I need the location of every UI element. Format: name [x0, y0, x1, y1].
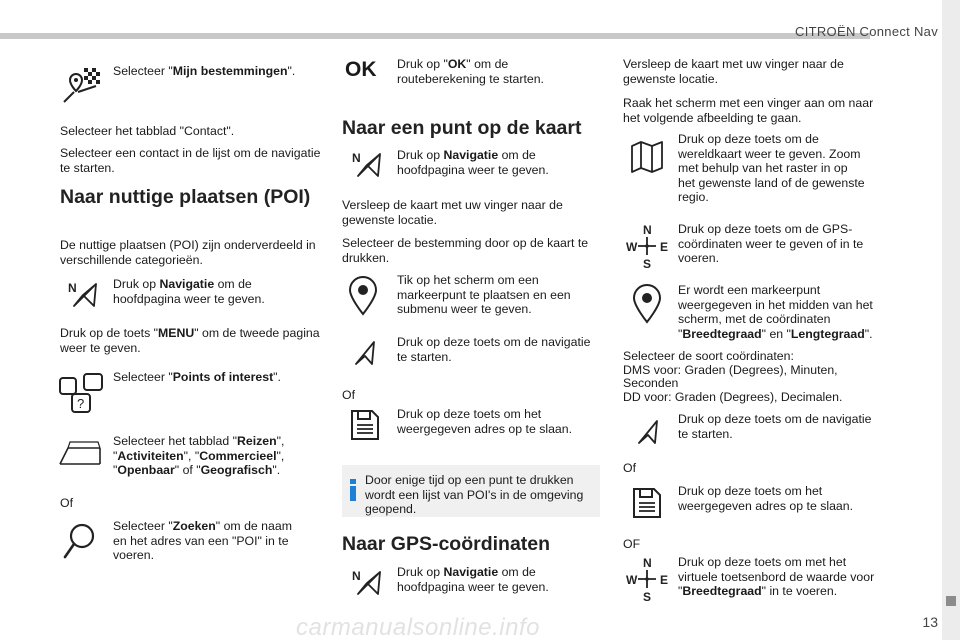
- compass-w: W: [626, 573, 638, 587]
- gps-compass-icon: [625, 555, 671, 603]
- or-label-2: Of: [342, 388, 355, 402]
- location-pin-icon: [348, 276, 378, 316]
- paragraph-menu: Druk op de toets "MENU" om de tweede pagina weer te geven.: [60, 326, 320, 355]
- info-icon: [349, 479, 357, 501]
- step-navigation-2: Druk op Navigatie om de hoofdpagina weer te geven.: [397, 148, 549, 177]
- heading-poi: Naar nuttige plaatsen (POI): [60, 186, 311, 208]
- step-start-navigation-2: Druk op deze toets om de navigatie te starten.: [678, 412, 872, 441]
- paragraph-select-destination: Selecteer de bestemming door op de kaart te drukken.: [342, 236, 589, 265]
- step-virtual-keyboard: Druk op deze toets om met het virtuele toetsenbord de waarde voor "Breedtegraad" in te voeren.: [678, 555, 875, 598]
- compass-s: S: [643, 590, 652, 603]
- or-label-1: Of: [60, 496, 73, 510]
- side-tab-marker: [946, 596, 956, 606]
- step-navigation-3: Druk op Navigatie om de hoofdpagina weer te geven.: [397, 565, 549, 594]
- svg-text:N: N: [352, 151, 361, 165]
- navigate-arrow-icon: [635, 419, 661, 445]
- page-header-title: CITROËN Connect Nav: [795, 24, 938, 39]
- svg-text:?: ?: [77, 396, 85, 411]
- step-ok: Druk op "OK" om de routeberekening te starten.: [397, 57, 544, 86]
- svg-text:N: N: [68, 281, 77, 295]
- compass-w: W: [626, 240, 638, 254]
- location-pin-icon: [632, 284, 662, 324]
- step-my-destinations: Selecteer "Mijn bestemmingen".: [113, 64, 296, 78]
- step-marker-displayed: Er wordt een markeerpunt weergegeven in het midden van het scherm, met de coördinaten "Breedtegraad" en "Lengtegraad".: [678, 283, 873, 341]
- compass-n: N: [643, 223, 652, 237]
- step-save-address-1: Druk op deze toets om het weergegeven adres op te slaan.: [397, 407, 573, 436]
- navigation-icon: [66, 280, 100, 308]
- paragraph-drag-map-2: Versleep de kaart met uw vinger naar de gewenste locatie.: [623, 57, 844, 86]
- search-icon: [62, 522, 96, 560]
- world-map-icon: [630, 140, 664, 174]
- compass-n: N: [643, 556, 652, 570]
- svg-text:N: N: [352, 569, 361, 583]
- side-tab: [942, 0, 960, 640]
- paragraph-touch-screen: Raak het scherm met een vinger aan om naar het volgende afbeelding te gaan.: [623, 96, 874, 125]
- step-start-navigation-1: Druk op deze toets om de navigatie te starten.: [397, 335, 591, 364]
- step-navigation-1: Druk op Navigatie om de hoofdpagina weer te geven.: [113, 277, 265, 306]
- step-search: Selecteer "Zoeken" om de naam en het adres van een "POI" in te voeren.: [113, 519, 292, 562]
- compass-e: E: [660, 573, 669, 587]
- paragraph-poi-intro: De nuttige plaatsen (POI) zijn onderverdeeld in verschillende categorieën.: [60, 238, 316, 267]
- ok-icon: OK: [345, 58, 377, 81]
- info-box: [342, 465, 600, 517]
- step-gps-coordinates: Druk op deze toets om de GPS-coördinaten weer te geven of in te voeren.: [678, 222, 864, 265]
- save-icon: [350, 409, 380, 441]
- navigation-icon: [350, 568, 384, 596]
- paragraph-coordinate-types: [623, 350, 863, 404]
- compass-e: E: [660, 240, 669, 254]
- save-icon: [632, 487, 662, 519]
- header-bar: [0, 33, 870, 39]
- step-place-marker: Tik op het scherm om een markeerpunt te plaatsen en een submenu weer te geven.: [397, 273, 571, 316]
- paragraph-contact-tab: Selecteer het tabblad "Contact".: [60, 124, 235, 138]
- info-text: Door enige tijd op een punt te drukken wordt een lijst van POI's in de omgeving geopend.: [365, 473, 584, 516]
- step-save-address-2: Druk op deze toets om het weergegeven adres op te slaan.: [678, 484, 854, 513]
- compass-s: S: [643, 257, 652, 270]
- poi-icon: [58, 372, 104, 414]
- step-world-map: Druk op deze toets om de wereldkaart weer te geven. Zoom met behulp van het raster in op het gewenste land of de gewenste regio.: [678, 132, 865, 204]
- navigate-arrow-icon: [352, 340, 378, 366]
- coord-type-dd: DD voor: Graden (Degrees), Decimalen.: [623, 389, 843, 404]
- category-tabs-icon: [58, 440, 102, 466]
- paragraph-select-contact: Selecteer een contact in de lijst om de navigatie te starten.: [60, 146, 321, 175]
- or-label-3: Of: [623, 461, 636, 475]
- step-category-tabs: Selecteer het tabblad "Reizen", "Activiteiten", "Commercieel", "Openbaar" of "Geografisch".: [113, 434, 285, 477]
- step-points-of-interest: Selecteer "Points of interest".: [113, 370, 281, 384]
- paragraph-drag-map-1: Versleep de kaart met uw vinger naar de gewenste locatie.: [342, 198, 563, 227]
- navigation-icon: [350, 150, 384, 178]
- my-destinations-icon: [60, 66, 100, 104]
- coord-type-title: Selecteer de soort coördinaten:: [623, 349, 794, 363]
- watermark: carmanualsonline.info: [296, 614, 540, 641]
- heading-gps: Naar GPS-coördinaten: [342, 533, 551, 555]
- heading-map-point: Naar een punt op de kaart: [342, 117, 582, 139]
- page-number: 13: [922, 614, 938, 630]
- gps-compass-icon: [625, 222, 671, 270]
- or-label-4: OF: [623, 537, 641, 551]
- coord-type-dms: DMS voor: Graden (Degrees), Minuten, Seconden: [623, 362, 838, 390]
